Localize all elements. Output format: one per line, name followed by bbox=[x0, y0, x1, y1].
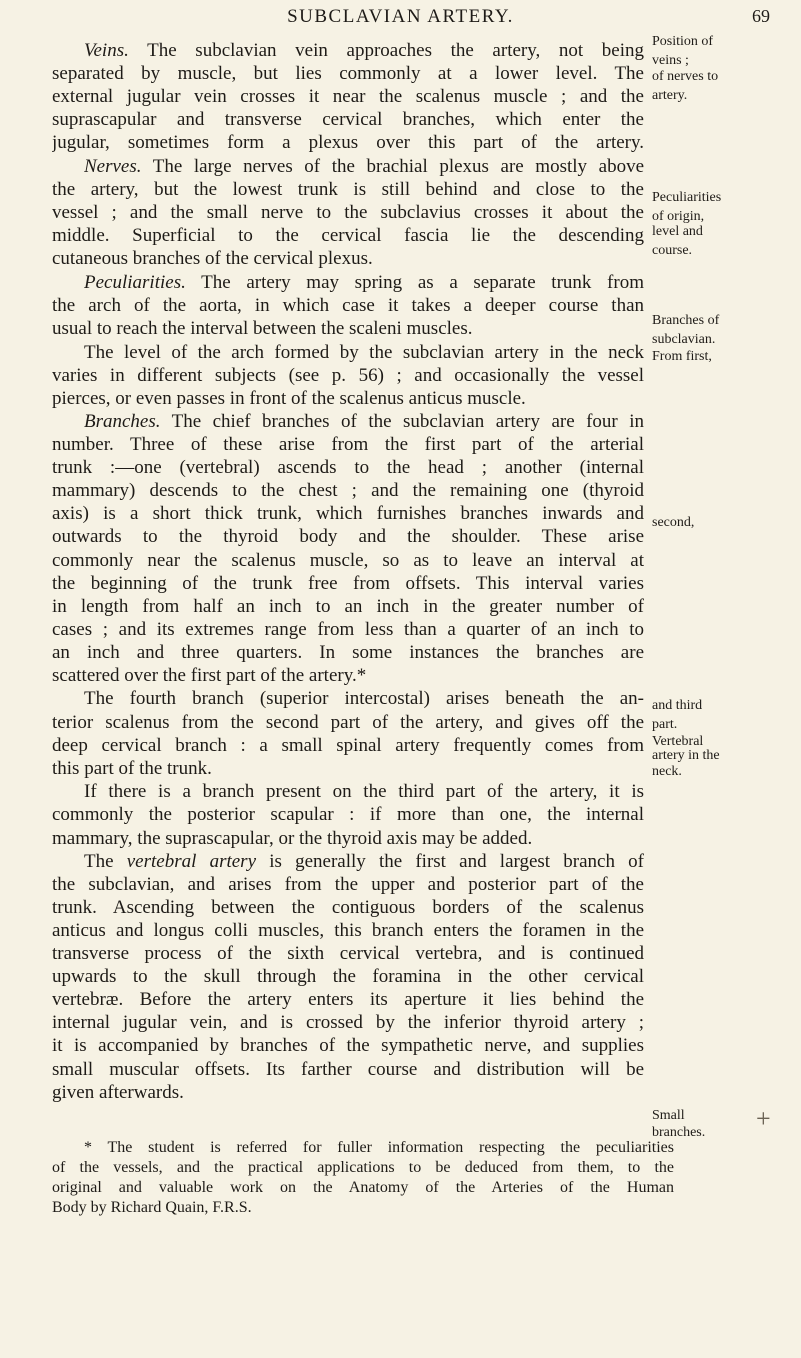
margin-note: level and bbox=[652, 224, 703, 239]
body-line: pierces, or even passes in front of the scalenus anticus muscle. bbox=[52, 388, 526, 409]
body-line: Veins. The subclavian vein approaches the artery, not being bbox=[84, 40, 644, 61]
body-line: the beginning of the trunk free from offsets. This interval varies bbox=[52, 573, 644, 594]
margin-note: artery. bbox=[652, 88, 688, 103]
body-line: scattered over the first part of the artery.* bbox=[52, 665, 367, 686]
margin-note: second, bbox=[652, 515, 695, 530]
body-line: cutaneous branches of the cervical plexus. bbox=[52, 248, 373, 269]
body-line: jugular, sometimes form a plexus over this part of the artery. bbox=[52, 132, 644, 153]
margin-note: From first, bbox=[652, 349, 712, 364]
body-line: small muscular offsets. Its farther course and distribution will be bbox=[52, 1059, 644, 1080]
margin-note: Small bbox=[652, 1108, 685, 1123]
body-line: outwards to the thyroid body and the shoulder. These arise bbox=[52, 526, 644, 547]
body-line: Branches. The chief branches of the subclavian artery are four in bbox=[84, 411, 644, 432]
body-line: terior scalenus from the second part of the artery, and gives off the bbox=[52, 712, 644, 733]
body-line: deep cervical branch : a small spinal artery frequently comes from bbox=[52, 735, 644, 756]
body-line: the artery, but the lowest trunk is still behind and close to the bbox=[52, 179, 644, 200]
page-number: 69 bbox=[752, 6, 770, 26]
body-line: the arch of the aorta, in which case it takes a deeper course than bbox=[52, 295, 644, 316]
body-line: The vertebral artery is generally the first and largest branch of bbox=[84, 851, 644, 872]
body-line: mammary) descends to the chest ; and the remaining one (thyroid bbox=[52, 480, 644, 501]
margin-note: course. bbox=[652, 243, 693, 258]
body-line: commonly the posterior scapular : if more than one, the internal bbox=[52, 804, 644, 825]
body-line: vertebræ. Before the artery enters its aperture it lies behind the bbox=[52, 989, 644, 1010]
body-line: usual to reach the interval between the scaleni muscles. bbox=[52, 318, 473, 339]
body-line: cases ; and its extremes range from less than a quarter of an inch to bbox=[52, 619, 644, 640]
body-line: vessel ; and the small nerve to the subclavius crosses it about the bbox=[52, 202, 644, 223]
margin-note: neck. bbox=[652, 764, 682, 779]
body-line: Nerves. The large nerves of the brachial plexus are mostly above bbox=[84, 156, 644, 177]
body-line: mammary, the suprascapular, or the thyroid axis may be added. bbox=[52, 828, 533, 849]
body-line: external jugular vein crosses it near the scalenus muscle ; and the bbox=[52, 86, 644, 107]
body-line: upwards to the skull through the foramina in the other cervical bbox=[52, 966, 644, 987]
margin-note: veins ; bbox=[652, 53, 689, 68]
margin-note: of origin, bbox=[652, 209, 705, 224]
body-line: trunk :—one (vertebral) ascends to the head ; another (internal bbox=[52, 457, 644, 478]
margin-note: Branches of bbox=[652, 313, 720, 328]
margin-note: Vertebral bbox=[652, 734, 704, 749]
plus-mark-icon: + bbox=[756, 1104, 771, 1133]
body-line: middle. Superficial to the cervical fascia lie the descending bbox=[52, 225, 644, 246]
body-line: trunk. Ascending between the contiguous borders of the scalenus bbox=[52, 897, 644, 918]
margin-note: Peculiarities bbox=[652, 190, 722, 205]
margin-note: subclavian. bbox=[652, 332, 716, 347]
body-line: commonly near the scalenus muscle, so as to leave an interval at bbox=[52, 550, 644, 571]
footnote-line: * The student is referred for fuller information respecting the peculiarities bbox=[84, 1139, 674, 1156]
body-line: separated by muscle, but lies commonly at a lower level. The bbox=[52, 63, 644, 84]
body-line: this part of the trunk. bbox=[52, 758, 212, 779]
margin-note: part. bbox=[652, 717, 678, 732]
margin-note: artery in the bbox=[652, 748, 720, 763]
margin-note: and third bbox=[652, 698, 703, 713]
body-line: axis) is a short thick trunk, which furnishes branches inwards and bbox=[52, 503, 644, 524]
footnote-line: Body by Richard Quain, F.R.S. bbox=[52, 1199, 252, 1216]
margin-note: of nerves to bbox=[652, 69, 719, 84]
body-line: suprascapular and transverse cervical branches, which enter the bbox=[52, 109, 644, 130]
body-line: internal jugular vein, and is crossed by the inferior thyroid artery ; bbox=[52, 1012, 644, 1033]
margin-note: branches. bbox=[652, 1125, 706, 1140]
body-line: an inch and three quarters. In some instances the branches are bbox=[52, 642, 644, 663]
body-line: Peculiarities. The artery may spring as a separate trunk from bbox=[84, 272, 644, 293]
body-line: If there is a branch present on the third part of the artery, it is bbox=[84, 781, 644, 802]
running-title: SUBCLAVIAN ARTERY. bbox=[287, 6, 514, 27]
body-line: anticus and longus colli muscles, this branch enters the foramen in the bbox=[52, 920, 644, 941]
body-line: The level of the arch formed by the subclavian artery in the neck bbox=[84, 342, 644, 363]
body-line: the subclavian, and arises from the upper and posterior part of the bbox=[52, 874, 644, 895]
margin-note: Position of bbox=[652, 34, 714, 49]
body-line: number. Three of these arise from the first part of the arterial bbox=[52, 434, 644, 455]
body-line: given afterwards. bbox=[52, 1082, 184, 1103]
footnote-line: of the vessels, and the practical applications to be deduced from them, to the bbox=[52, 1159, 674, 1176]
body-line: transverse process of the sixth cervical vertebra, and is continued bbox=[52, 943, 644, 964]
body-line: varies in different subjects (see p. 56) ; and occasionally the vessel bbox=[52, 365, 644, 386]
body-line: in length from half an inch to an inch in the greater number of bbox=[52, 596, 644, 617]
footnote-line: original and valuable work on the Anatomy of the Arteries of the Human bbox=[52, 1179, 674, 1196]
body-line: The fourth branch (superior intercostal) arises beneath the an- bbox=[84, 688, 644, 709]
body-line: it is accompanied by branches of the sympathetic nerve, and supplies bbox=[52, 1035, 644, 1056]
